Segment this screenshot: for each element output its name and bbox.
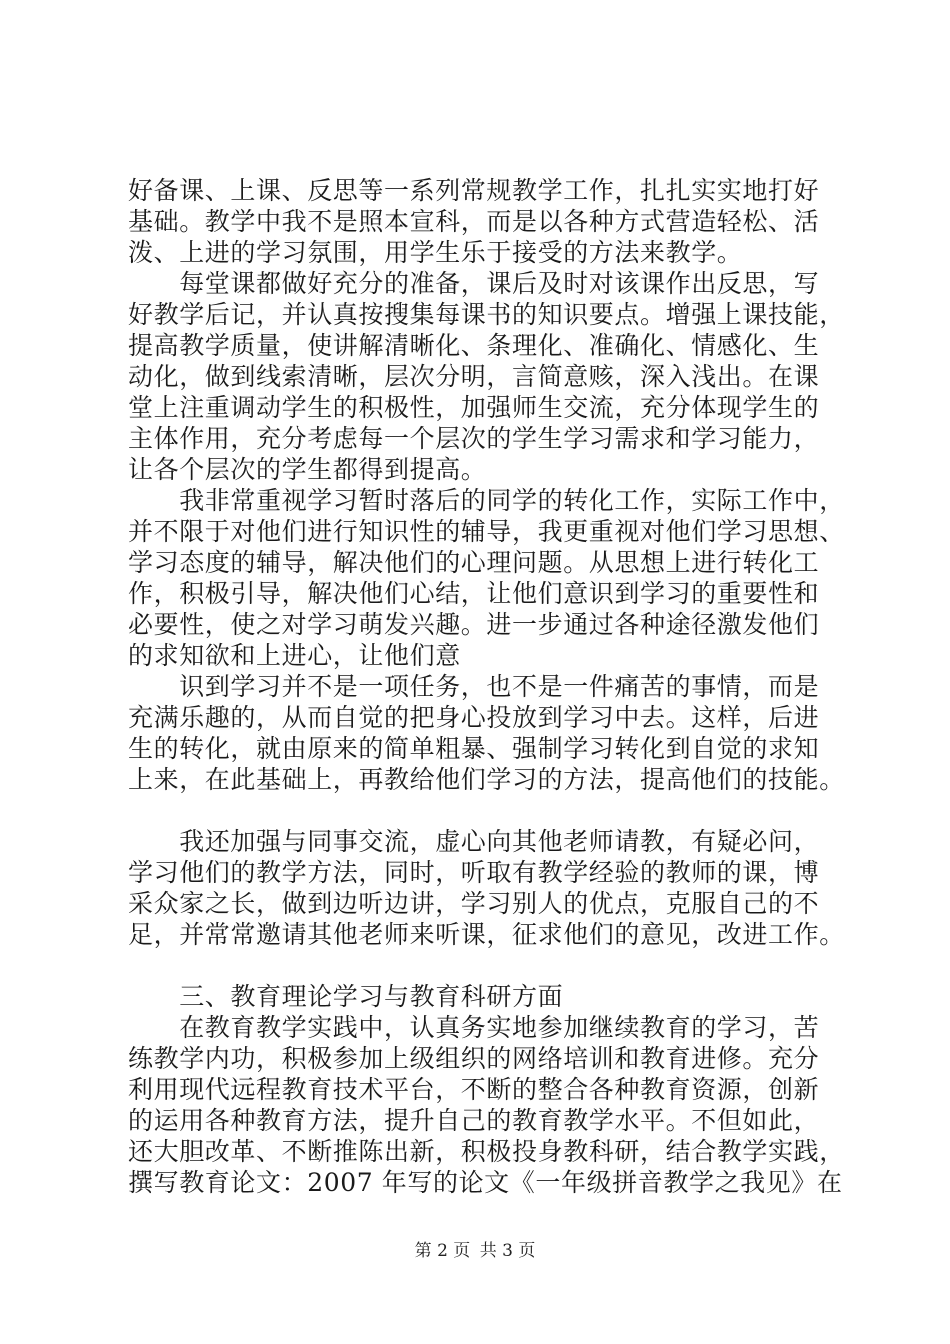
text-line: 采众家之长，做到边听边讲，学习别人的优点，克服自己的不 [128, 889, 820, 918]
text-line: 好备课、上课、反思等一系列常规教学工作，扎扎实实地打好 [128, 176, 820, 205]
text-line: 的运用各种教育方法，提升自己的教育教学水平。不但如此， [128, 1106, 820, 1135]
text-line: 动化，做到线索清晰，层次分明，言简意赅，深入浅出。在课 [128, 362, 820, 391]
text-line: 撰写教育论文：2007 年写的论文《一年级拼音教学之我见》在 [128, 1168, 843, 1197]
text-line: 我还加强与同事交流，虚心向其他老师请教，有疑必问， [128, 827, 820, 856]
text-line: 练教学内功，积极参加上级组织的网络培训和教育进修。充分 [128, 1044, 820, 1073]
blank-line [128, 950, 868, 981]
text-line: 足，并常常邀请其他老师来听课，征求他们的意见，改进工作。 [128, 920, 845, 949]
text-line: 识到学习并不是一项任务，也不是一件痛苦的事情，而是 [128, 672, 820, 701]
text-line: 学习他们的教学方法，同时，听取有教学经验的教师的课，博 [128, 858, 820, 887]
page-total: 共 3 页 [479, 1241, 536, 1261]
text-line: 泼、上进的学习氛围，用学生乐于接受的方法来教学。 [128, 238, 743, 267]
text-line: 好教学后记，并认真按搜集每课书的知识要点。增强上课技能， [128, 300, 845, 329]
text-line: 并不限于对他们进行知识性的辅导，我更重视对他们学习思想、 [128, 517, 845, 546]
text-line: 利用现代远程教育技术平台，不断的整合各种教育资源，创新 [128, 1075, 820, 1104]
text-line: 上来，在此基础上，再教给他们学习的方法，提高他们的技能。 [128, 765, 845, 794]
text-line: 提高教学质量，使讲解清晰化、条理化、准确化、情感化、生 [128, 331, 820, 360]
page-number: 第 2 页 [414, 1241, 471, 1261]
text-line: 堂上注重调动学生的积极性，加强师生交流，充分体现学生的 [128, 393, 820, 422]
text-line: 生的转化，就由原来的简单粗暴、强制学习转化到自觉的求知 [128, 734, 820, 763]
section-heading: 三、教育理论学习与教育科研方面 [128, 982, 564, 1011]
page-footer [0, 1240, 950, 1262]
text-line: 主体作用，充分考虑每一个层次的学生学习需求和学习能力， [128, 424, 820, 453]
text-line: 让各个层次的学生都得到提高。 [128, 455, 487, 484]
text-line: 我非常重视学习暂时落后的同学的转化工作，实际工作中， [128, 486, 845, 515]
text-line: 在教育教学实践中，认真务实地参加继续教育的学习，苦 [128, 1013, 820, 1042]
text-line: 学习态度的辅导，解决他们的心理问题。从思想上进行转化工 [128, 548, 820, 577]
text-line: 充满乐趣的，从而自觉的把身心投放到学习中去。这样，后进 [128, 703, 820, 732]
text-line: 还大胆改革、不断推陈出新，积极投身教科研，结合教学实践， [128, 1137, 845, 1166]
text-line: 基础。教学中我不是照本宣科，而是以各种方式营造轻松、活 [128, 207, 820, 236]
text-line: 作，积极引导，解决他们心结，让他们意识到学习的重要性和 [128, 579, 820, 608]
document-body [128, 175, 868, 1198]
text-line: 每堂课都做好充分的准备，课后及时对该课作出反思，写 [128, 269, 820, 298]
blank-line [128, 795, 868, 826]
text-line: 必要性，使之对学习萌发兴趣。进一步通过各种途径激发他们 [128, 610, 820, 639]
text-line: 的求知欲和上进心，让他们意 [128, 641, 461, 670]
